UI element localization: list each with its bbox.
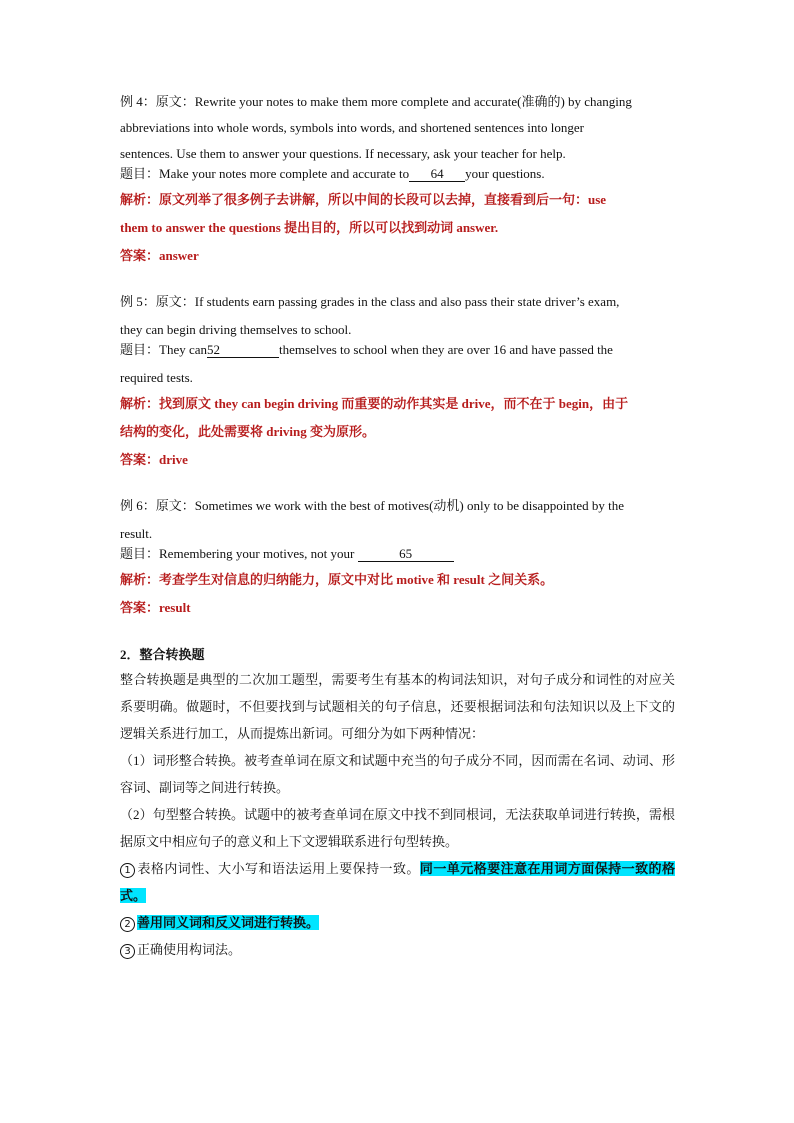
ex6-original-text: Sometimes we work with the best of motives(动机) only to be disappointed by the <box>194 498 625 513</box>
section2-tip3 <box>120 936 675 963</box>
circled-number-2: 2 <box>120 917 135 932</box>
ex4-analysis-line1: 解析：原文列举了很多例子去讲解，所以中间的长段可以去掉，直接看到后一句：use <box>120 192 607 207</box>
ex4-question-before: Make your notes more complete and accurate to <box>159 166 410 181</box>
ex4-original-line1 <box>120 92 675 112</box>
ex5-question-after: themselves to school when they are over 16 and have passed the <box>279 342 613 357</box>
ex6-question-before: Remembering your motives, not your <box>159 546 355 561</box>
ex5-question-before: They can <box>159 342 208 357</box>
ex5-question-line2: required tests. <box>120 370 193 385</box>
ex4-answer-blank: 64 <box>409 166 465 182</box>
tip3-text: 正确使用构词法。 <box>137 942 242 957</box>
ex4-analysis-line2: them to answer the questions 提出目的，所以可以找到动词 answer. <box>120 220 499 235</box>
tip2-highlight: 善用同义词和反义词进行转换。 <box>137 915 320 930</box>
ex5-question <box>120 340 675 360</box>
ex5-original-line2: they can begin driving themselves to school. <box>120 322 352 337</box>
ex4-original-text: Rewrite your notes to make them more complete and accurate(准确的) by changing <box>194 94 632 109</box>
tip1-highlight: 同一单元格要注意在用词方面保持一致的格式。 <box>120 861 675 903</box>
ex5-label: 例 5：原文： <box>120 294 195 309</box>
ex5-answer: 答案：drive <box>120 452 188 467</box>
ex6-question <box>120 544 675 564</box>
circled-number-3: 3 <box>120 944 135 959</box>
ex5-original-line1 <box>120 292 675 312</box>
ex6-original-line1 <box>120 496 675 516</box>
section2-title: 2．整合转换题 <box>120 647 205 662</box>
ex5-analysis-line2: 结构的变化，此处需要将 driving 变为原形。 <box>120 424 375 439</box>
document-content <box>120 92 675 963</box>
ex5-answer-blank: 52 <box>207 342 279 358</box>
ex5-question-label: 题目： <box>120 342 160 357</box>
ex4-original-line3: sentences. Use them to answer your questions. If necessary, ask your teacher for help. <box>120 146 566 161</box>
section2-intro-paragraph: 整合转换题是典型的二次加工题型，需要考生有基本的构词法知识，对句子成分和词性的对应关系要明确。做题时，不但要找到与试题相关的句子信息，还要根据词法和句法知识以及上下文的逻辑关系进行加工，从而提炼出新词。可细分为如下两种情况： <box>120 672 675 741</box>
ex4-question <box>120 164 675 184</box>
ex5-analysis-line1: 解析：找到原文 they can begin driving 而重要的动作其实是 drive，而不在于 begin，由于 <box>120 396 629 411</box>
section2-tip2 <box>120 909 675 936</box>
ex4-label: 例 4：原文： <box>120 94 195 109</box>
ex6-label: 例 6：原文： <box>120 498 195 513</box>
section2-item1: （1）词形整合转换。被考查单词在原文和试题中充当的句子成分不同，因而需在名词、动词、形容词、副词等之间进行转换。 <box>120 753 675 795</box>
ex4-question-after: your questions. <box>465 166 545 181</box>
ex4-question-label: 题目： <box>120 166 160 181</box>
ex4-original-line2: abbreviations into whole words, symbols into words, and shortened sentences into longer <box>120 120 584 135</box>
ex5-original-text: If students earn passing grades in the class and also pass their state driver’s exam, <box>194 294 620 309</box>
ex4-answer: 答案：answer <box>120 248 199 263</box>
section2-item2: （2）句型整合转换。试题中的被考查单词在原文中找不到同根词，无法获取单词进行转换，需根据原文中相应句子的意义和上下文逻辑联系进行句型转换。 <box>120 807 675 849</box>
ex6-answer: 答案：result <box>120 600 191 615</box>
circled-number-1: 1 <box>120 863 135 878</box>
tip1-text: 表格内词性、大小写和语法运用上要保持一致。 <box>137 861 420 876</box>
ex6-answer-blank: 65 <box>358 546 454 562</box>
ex6-question-label: 题目： <box>120 546 160 561</box>
ex6-analysis: 解析：考查学生对信息的归纳能力，原文中对比 motive 和 result 之间关系。 <box>120 572 554 587</box>
ex6-original-line2: result. <box>120 526 153 541</box>
section2-tip1 <box>120 855 675 909</box>
